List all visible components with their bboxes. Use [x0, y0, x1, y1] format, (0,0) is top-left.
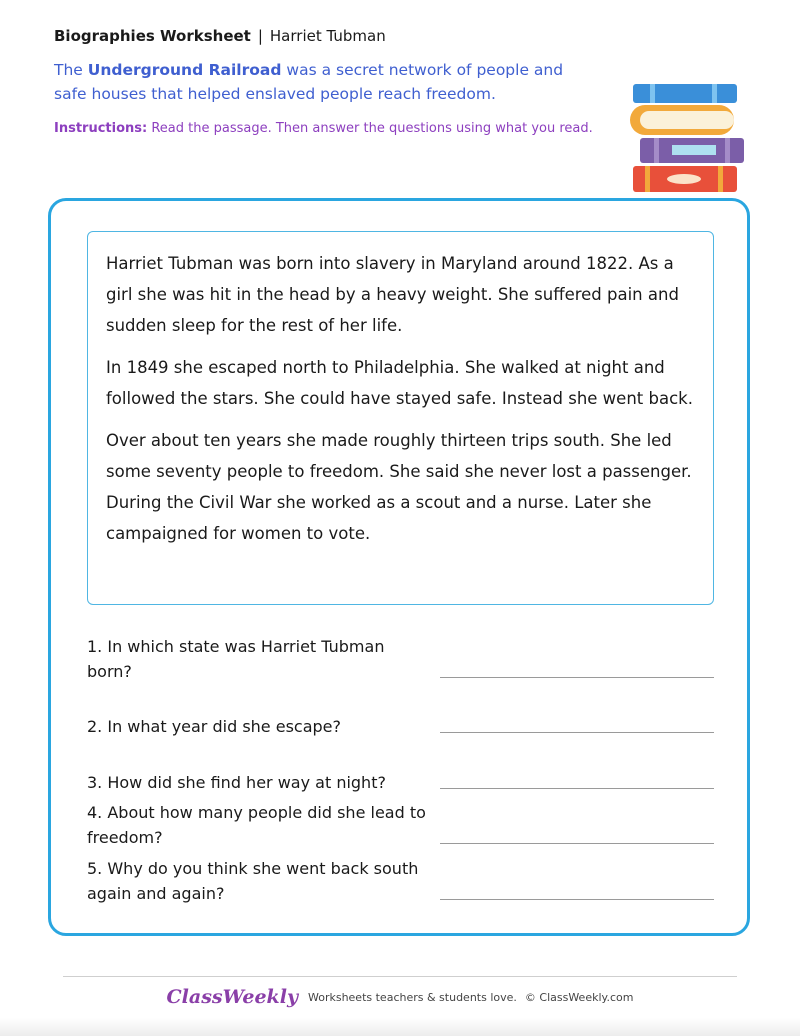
footer-tagline: Worksheets teachers & students love. [307, 990, 517, 1004]
books-icon [628, 80, 748, 196]
instructions [54, 118, 594, 140]
page-bottom-fade [0, 1018, 800, 1036]
header-separator: | [257, 27, 263, 45]
answer-line-4[interactable] [440, 843, 714, 844]
worksheet-series: Biographies Worksheet [54, 27, 251, 45]
answer-line-5[interactable] [440, 899, 714, 900]
instructions-text: Read the passage. Then answer the questions using what you read. [147, 121, 593, 136]
question-5: 5. Why do you think she went back south again and again? [87, 859, 419, 903]
question-1: 1. In which state was Harriet Tubman born? [87, 637, 385, 681]
question-3: 3. How did she find her way at night? [87, 773, 386, 792]
passage-paragraph: Harriet Tubman was born into slavery in Maryland around 1822. As a girl she was hit in the head by a heavy weight. She suffered pain and sudden sleep for the rest of her life. [106, 254, 679, 335]
passage-paragraph: In 1849 she escaped north to Philadelphia. She walked at night and followed the stars. She could have stayed safe. Instead she went back. [106, 358, 693, 408]
instructions-label: Instructions: [54, 121, 148, 136]
worksheet-subject: Harriet Tubman [269, 27, 386, 45]
footer-divider [63, 976, 737, 977]
worksheet-header [54, 26, 386, 46]
brand-logo: ClassWeekly [166, 986, 298, 1008]
question-2: 2. In what year did she escape? [87, 717, 341, 736]
intro-rest: was a secret network of people and safe houses that helped enslaved people reach freedom. [54, 61, 564, 103]
intro-term: Underground Railroad [87, 61, 282, 79]
intro-text [54, 58, 594, 106]
intro-prefix: The [54, 61, 88, 79]
footer-copyright: © ClassWeekly.com [524, 990, 634, 1004]
footer [0, 986, 800, 1008]
answer-line-3[interactable] [440, 788, 714, 789]
reading-passage [87, 231, 714, 605]
question-4: 4. About how many people did she lead to freedom? [87, 803, 426, 847]
answer-line-1[interactable] [440, 677, 714, 678]
passage-paragraph: Over about ten years she made roughly thirteen trips south. She led some seventy people to freedom. She said she never lost a passenger. During the Civil War she worked as a scout and a nurse. Later she campaigned for women to vote. [106, 431, 692, 543]
answer-line-2[interactable] [440, 732, 714, 733]
book-blue [633, 84, 737, 103]
